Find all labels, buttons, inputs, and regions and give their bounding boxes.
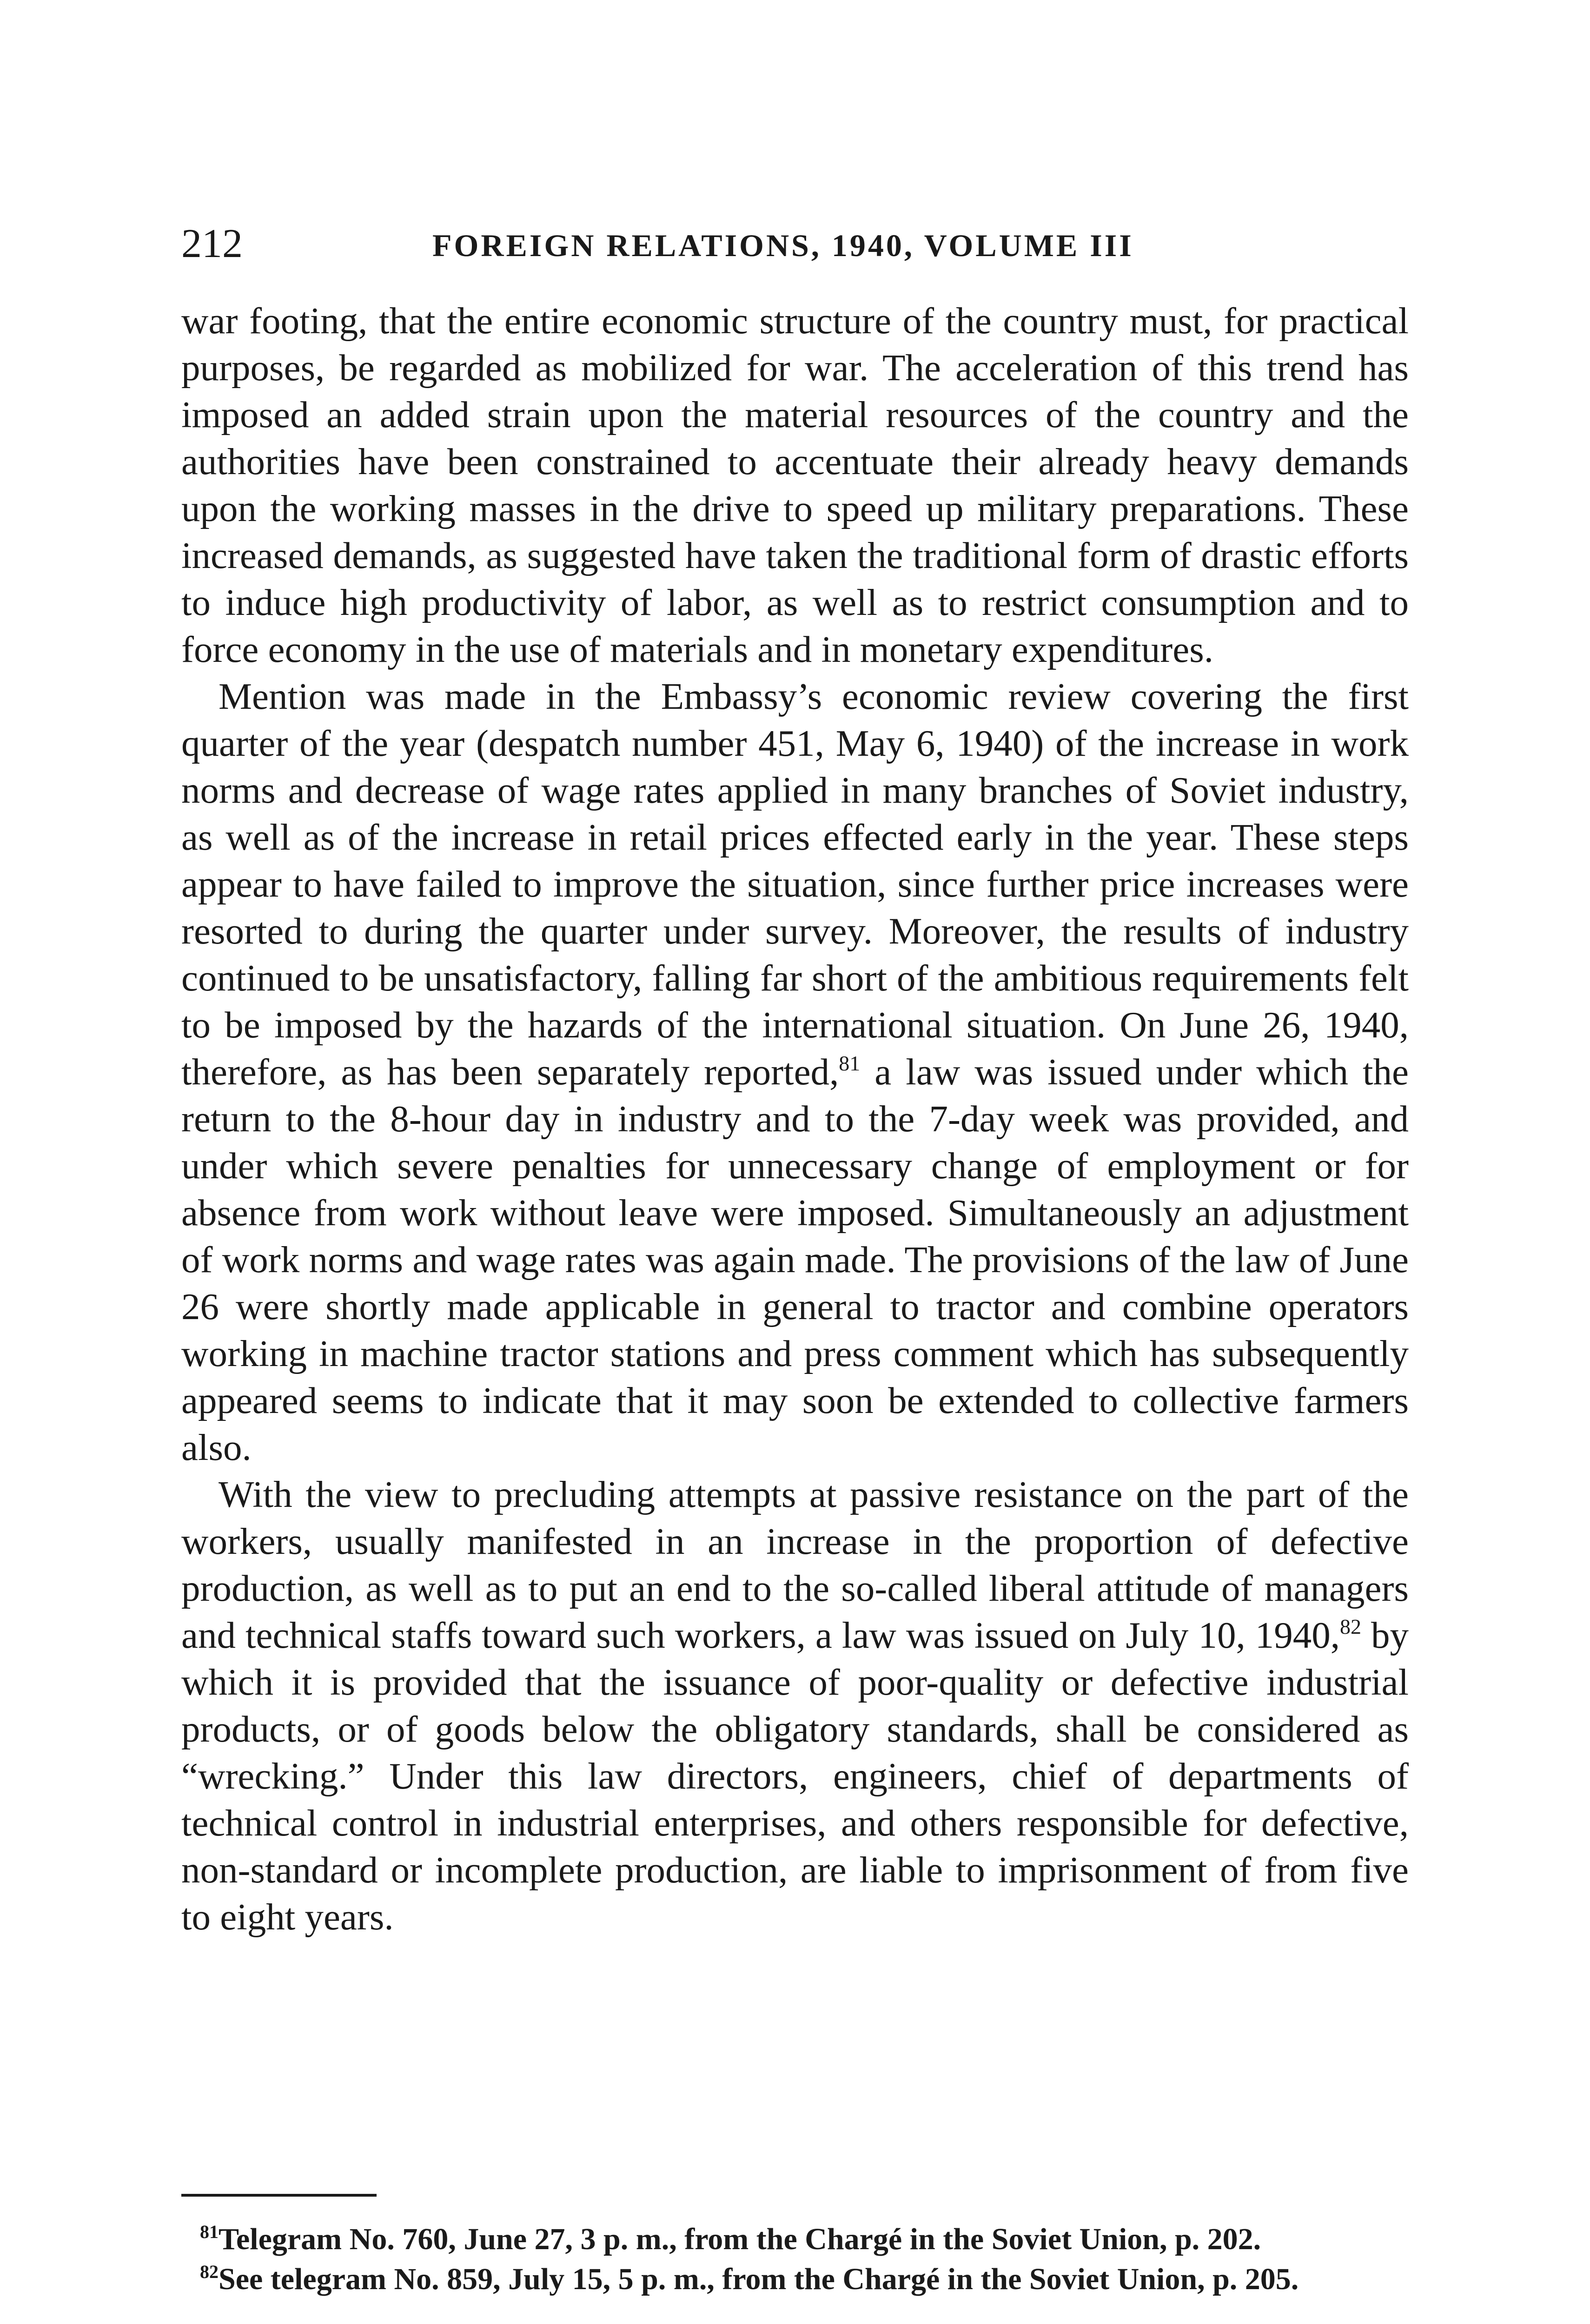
footnote-marker-82: 82 [200,2261,219,2282]
paragraph-3 [181,1471,1409,1941]
footnote-marker-81: 81 [200,2221,219,2242]
running-title: FOREIGN RELATIONS, 1940, VOLUME III [432,228,1134,263]
paragraph-2-part-2: a law was issued under which the return to the 8-hour day in industry and to the 7-day week was provided, and under which severe penalties for unnecessary change of employment or for absence from work without leave were imposed. Simultaneously an adjustment of work norms and wage rates was again made. The provisions of the law of June 26 were shortly made applicable in general to tractor and combine operators working in machine tractor stations and press comment which has subsequently appeared seems to indicate that it may soon be extended to collective farmers also. [181,1051,1409,1468]
paragraph-1: war footing, that the entire economic structure of the country must, for practical purposes, be regarded as mobilized for war. The acceleration of this trend has imposed an added strain upon the material resources of the country and the authorities have been constrained to accentuate their already heavy demands upon the working masses in the drive to speed up military preparations. These increased demands, as suggested have taken the traditional form of drastic efforts to induce high productivity of labor, as well as to restrict consumption and to force economy in the use of materials and in monetary expenditures. [181,300,1409,670]
paragraph-2-part-1: Mention was made in the Embassy’s economic review covering the first quarter of the year (despatch number 451, May 6, 1940) of the increase in work norms and decrease of wage rates applied in many branches of Soviet industry, as well as of the increase in retail prices effected early in the year. These steps appear to have failed to improve the situation, since further price increases were resorted to during the quarter under survey. Moreover, the results of industry continued to be unsatisfactory, falling far short of the ambitious requirements felt to be imposed by the hazards of the international situation. On June 26, 1940, therefore, as has been separately reported, [181,675,1409,1093]
footnote-81 [181,2219,1409,2259]
footnote-ref-81[interactable]: 81 [839,1051,861,1075]
page-number: 212 [181,221,243,266]
body-text [181,297,1409,1941]
footnote-text-81: Telegram No. 760, June 27, 3 p. m., from the Chargé in the Soviet Union, p. 202. [219,2222,1261,2256]
footnote-ref-82[interactable]: 82 [1339,1615,1361,1638]
footnote-divider [181,2194,377,2197]
footnotes [181,2219,1409,2299]
paragraph-2 [181,673,1409,1471]
page-header [181,218,1409,274]
footnote-82 [181,2259,1409,2299]
paragraph-3-part-1: With the view to precluding attempts at passive resistance on the part of the workers, usually manifested in an increase in the proportion of defective production, as well as to put an end to the so-called liberal attitude of managers and technical staffs toward such workers, a law was issued on July 10, 1940, [181,1473,1409,1656]
footnote-text-82: See telegram No. 859, July 15, 5 p. m., from the Chargé in the Soviet Union, p. 205. [219,2262,1299,2296]
paragraph-3-part-2: by which it is provided that the issuance of poor-quality or defective industrial products, or of goods below the obligatory standards, shall be considered as “wrecking.” Under this law directors, engineers, chief of departments of technical control in industrial enterprises, and others responsible for defective, non-standard or incomplete production, are liable to imprisonment of from five to eight years. [181,1614,1409,1938]
